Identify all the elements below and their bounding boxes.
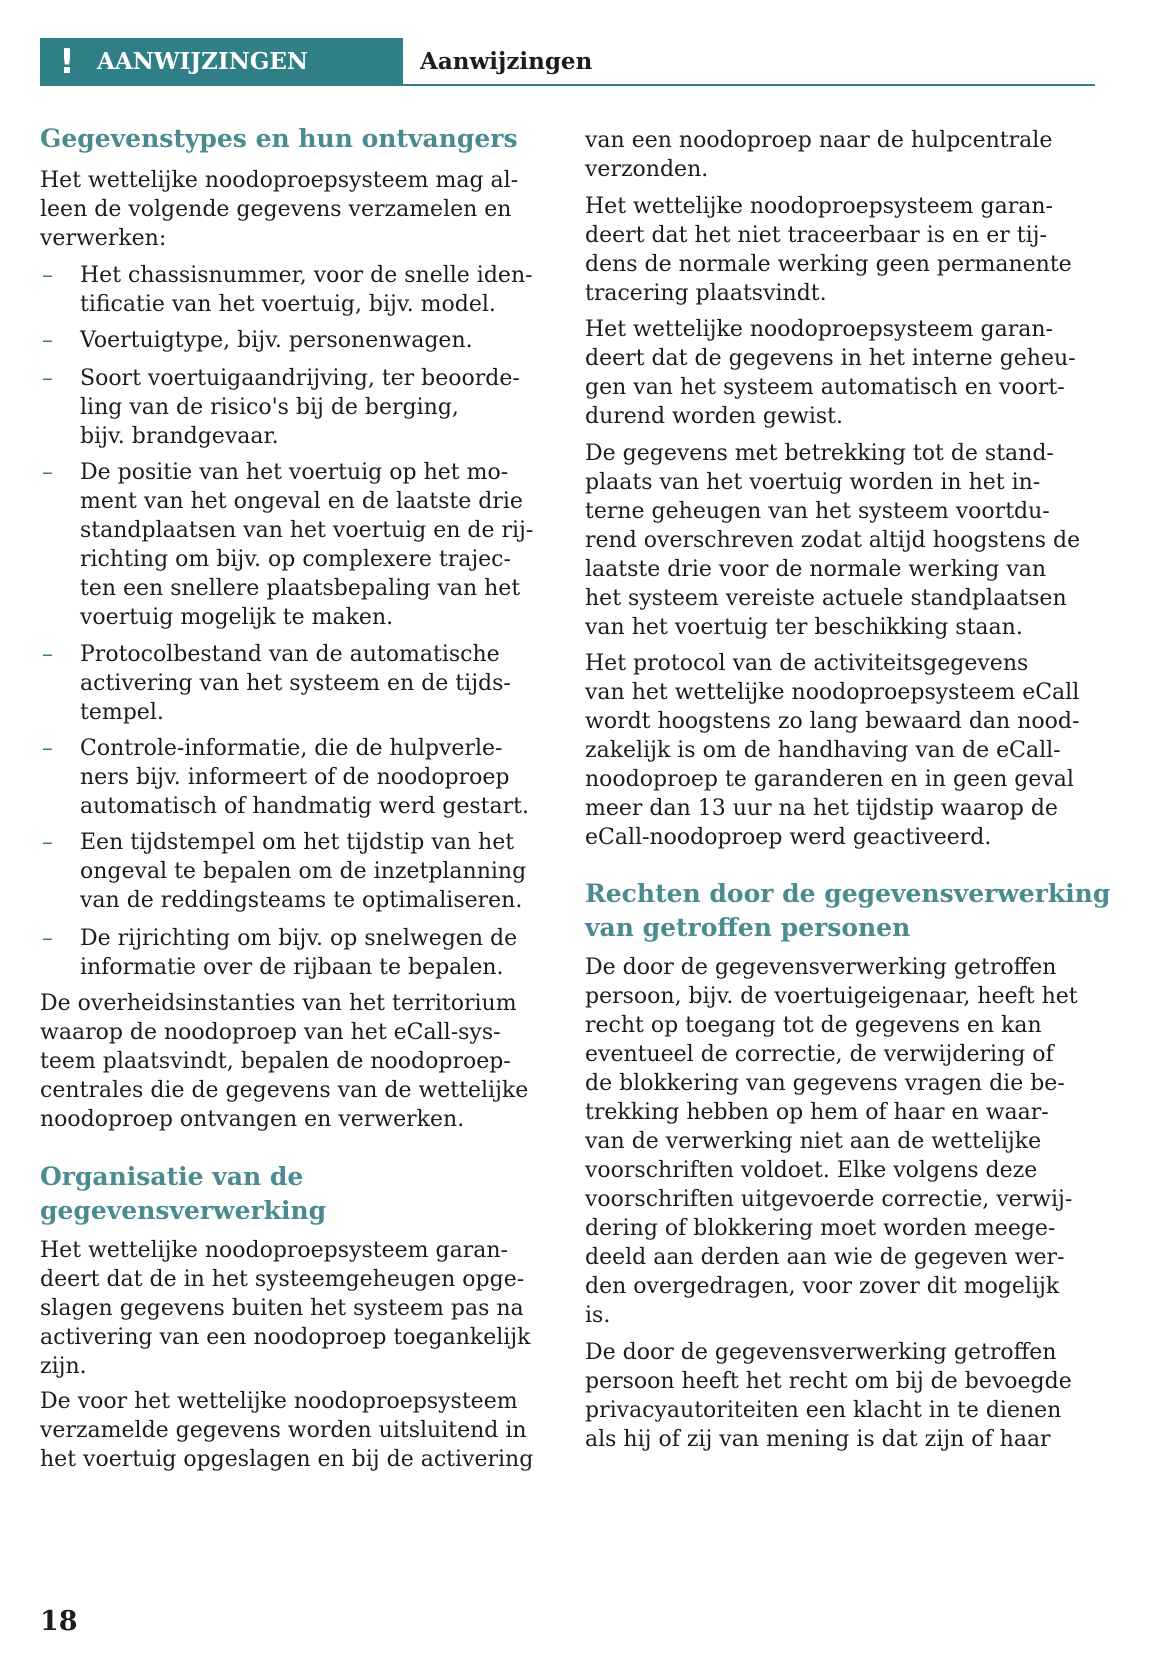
text-line: ment van het ongeval en de laatste drie: [80, 489, 523, 514]
text-line: zijn.: [40, 1354, 87, 1379]
list-dash: –: [42, 263, 53, 288]
text-line: Het wettelijke noodoproepsysteem garan-: [585, 194, 1053, 219]
exclamation-icon: !: [59, 42, 75, 82]
text-line: Gegevenstypes en hun ontvangers: [40, 124, 518, 153]
text-line: eCall-noodoproep werd geactiveerd.: [585, 825, 992, 850]
text-line: voorschriften voldoet. Elke volgens deze: [585, 1158, 1038, 1183]
text-line: meer dan 13 uur na het tijdstip waarop de: [585, 796, 1058, 821]
text-line: laatste drie voor de normale werking van: [585, 557, 1047, 582]
text-line: ongeval te bepalen om de inzetplanning: [80, 859, 527, 884]
text-line: bijv. brandgevaar.: [80, 424, 279, 449]
text-line: van het wettelijke noodoproepsysteem eCall: [585, 680, 1080, 705]
text-line: eventueel de correctie, de verwijdering of: [585, 1042, 1054, 1067]
text-line: Het wettelijke noodoproepsysteem mag al-: [40, 168, 519, 193]
text-line: voertuig mogelijk te maken.: [80, 605, 394, 630]
text-line: activering van een noodoproep toegankelijk: [40, 1325, 531, 1350]
text-line: teem plaatsvindt, bepalen de noodoproep-: [40, 1049, 511, 1074]
text-line: van het voertuig ter beschikking staan.: [585, 615, 1023, 640]
text-line: Controle-informatie, die de hulpverle-: [80, 736, 503, 761]
text-line: Een tijdstempel om het tijdstip van het: [80, 830, 515, 855]
text-line: informatie over de rijbaan te bepalen.: [80, 955, 504, 980]
text-line: dering of blokkering moet worden meege-: [585, 1216, 1056, 1241]
list-dash: –: [42, 328, 53, 353]
text-line: centrales die de gegevens van de wettelijke: [40, 1078, 529, 1103]
text-line: Organisatie van de: [40, 1162, 304, 1191]
text-line: trekking hebben op hem of haar en waar-: [585, 1100, 1049, 1125]
text-line: Het wettelijke noodoproepsysteem garan-: [585, 317, 1053, 342]
text-line: Protocolbestand van de automatische: [80, 642, 500, 667]
text-line: gen van het systeem automatisch en voort-: [585, 375, 1065, 400]
text-line: De rijrichting om bijv. op snelwegen de: [80, 926, 518, 951]
text-line: noodoproep ontvangen en verwerken.: [40, 1107, 465, 1132]
text-line: ling van de risico's bij de berging,: [80, 395, 459, 420]
section-label: AANWIJZINGEN: [97, 48, 308, 75]
text-line: ten een snellere plaatsbepaling van het: [80, 576, 521, 601]
list-dash: –: [42, 830, 53, 855]
text-line: De door de gegevensverwerking getroffen: [585, 1340, 1057, 1365]
text-line: standplaatsen van het voertuig en de rij-: [80, 518, 534, 543]
text-line: tempel.: [80, 700, 164, 725]
text-line: De positie van het voertuig op het mo-: [80, 460, 509, 485]
right-column: [585, 0, 1111, 1653]
list-dash: –: [42, 642, 53, 667]
chapter-title: Aanwijzingen: [420, 48, 593, 75]
text-line: Het chassisnummer, voor de snelle iden-: [80, 263, 533, 288]
list-dash: –: [42, 366, 53, 391]
text-line: De voor het wettelijke noodoproepsysteem: [40, 1389, 518, 1414]
text-line: Voertuigtype, bijv. personenwagen.: [80, 328, 473, 353]
text-line: waarop de noodoproep van het eCall-sys-: [40, 1020, 501, 1045]
text-line: privacyautoriteiten een klacht in te dienen: [585, 1398, 1062, 1423]
text-line: deeld aan derden aan wie de gegeven wer-: [585, 1245, 1065, 1270]
text-line: persoon heeft het recht om bij de bevoegde: [585, 1369, 1072, 1394]
text-line: richting om bijv. op complexere trajec-: [80, 547, 511, 572]
text-line: De door de gegevensverwerking getroffen: [585, 955, 1057, 980]
text-line: persoon, bijv. de voertuigeigenaar, heeft het: [585, 984, 1078, 1009]
text-line: noodoproep te garanderen en in geen geval: [585, 767, 1074, 792]
text-line: Het protocol van de activiteitsgegevens: [585, 651, 1029, 676]
text-line: tificatie van het voertuig, bijv. model.: [80, 292, 496, 317]
text-line: als hij of zij van mening is dat zijn of haar: [585, 1427, 1051, 1452]
text-line: rend overschreven zodat altijd hoogstens de: [585, 528, 1081, 553]
text-line: voorschriften uitgevoerde correctie, verwij-: [585, 1187, 1073, 1212]
text-line: de blokkering van gegevens vragen die be-: [585, 1071, 1065, 1096]
text-line: zakelijk is om de handhaving van de eCall-: [585, 738, 1061, 763]
text-line: gegevensverwerking: [40, 1196, 327, 1225]
text-line: Het wettelijke noodoproepsysteem garan-: [40, 1238, 508, 1263]
list-dash: –: [42, 736, 53, 761]
text-line: plaats van het voertuig worden in het in-: [585, 470, 1041, 495]
text-line: De gegevens met betrekking tot de stand-: [585, 441, 1054, 466]
text-line: activering van het systeem en de tijds-: [80, 671, 511, 696]
text-line: Soort voertuigaandrijving, ter beoorde-: [80, 366, 520, 391]
text-line: Rechten door de gegevensverwerking: [585, 879, 1111, 908]
text-line: verwerken:: [40, 226, 167, 251]
list-dash: –: [42, 926, 53, 951]
text-line: De overheidsinstanties van het territorium: [40, 991, 517, 1016]
text-line: van de verwerking niet aan de wettelijke: [585, 1129, 1042, 1154]
text-line: terne geheugen van het systeem voortdu-: [585, 499, 1050, 524]
text-line: leen de volgende gegevens verzamelen en: [40, 197, 512, 222]
text-line: dens de normale werking geen permanente: [585, 252, 1072, 277]
page-number: 18: [40, 1606, 78, 1637]
text-line: deert dat het niet traceerbaar is en er tij-: [585, 223, 1047, 248]
text-line: deert dat de in het systeemgeheugen opge-: [40, 1267, 525, 1292]
text-line: tracering plaatsvindt.: [585, 281, 827, 306]
text-line: wordt hoogstens zo lang bewaard dan nood-: [585, 709, 1080, 734]
text-line: van een noodoproep naar de hulpcentrale: [585, 128, 1053, 153]
text-line: het systeem vereiste actuele standplaatsen: [585, 586, 1067, 611]
text-line: verzamelde gegevens worden uitsluitend in: [40, 1418, 527, 1443]
left-column: [40, 0, 560, 1653]
text-line: van getroffen personen: [585, 913, 911, 942]
text-line: deert dat de gegevens in het interne geheu-: [585, 346, 1076, 371]
text-line: van de reddingsteams te optimaliseren.: [80, 888, 523, 913]
text-line: durend worden gewist.: [585, 404, 843, 429]
list-dash: –: [42, 460, 53, 485]
text-line: den overgedragen, voor zover dit mogelijk: [585, 1274, 1060, 1299]
text-line: verzonden.: [585, 157, 709, 182]
text-line: ners bijv. informeert of de noodoproep: [80, 765, 510, 790]
text-line: het voertuig opgeslagen en bij de activering: [40, 1447, 534, 1472]
text-line: is.: [585, 1303, 611, 1328]
text-line: automatisch of handmatig werd gestart.: [80, 794, 529, 819]
text-line: recht op toegang tot de gegevens en kan: [585, 1013, 1042, 1038]
text-line: slagen gegevens buiten het systeem pas na: [40, 1296, 524, 1321]
